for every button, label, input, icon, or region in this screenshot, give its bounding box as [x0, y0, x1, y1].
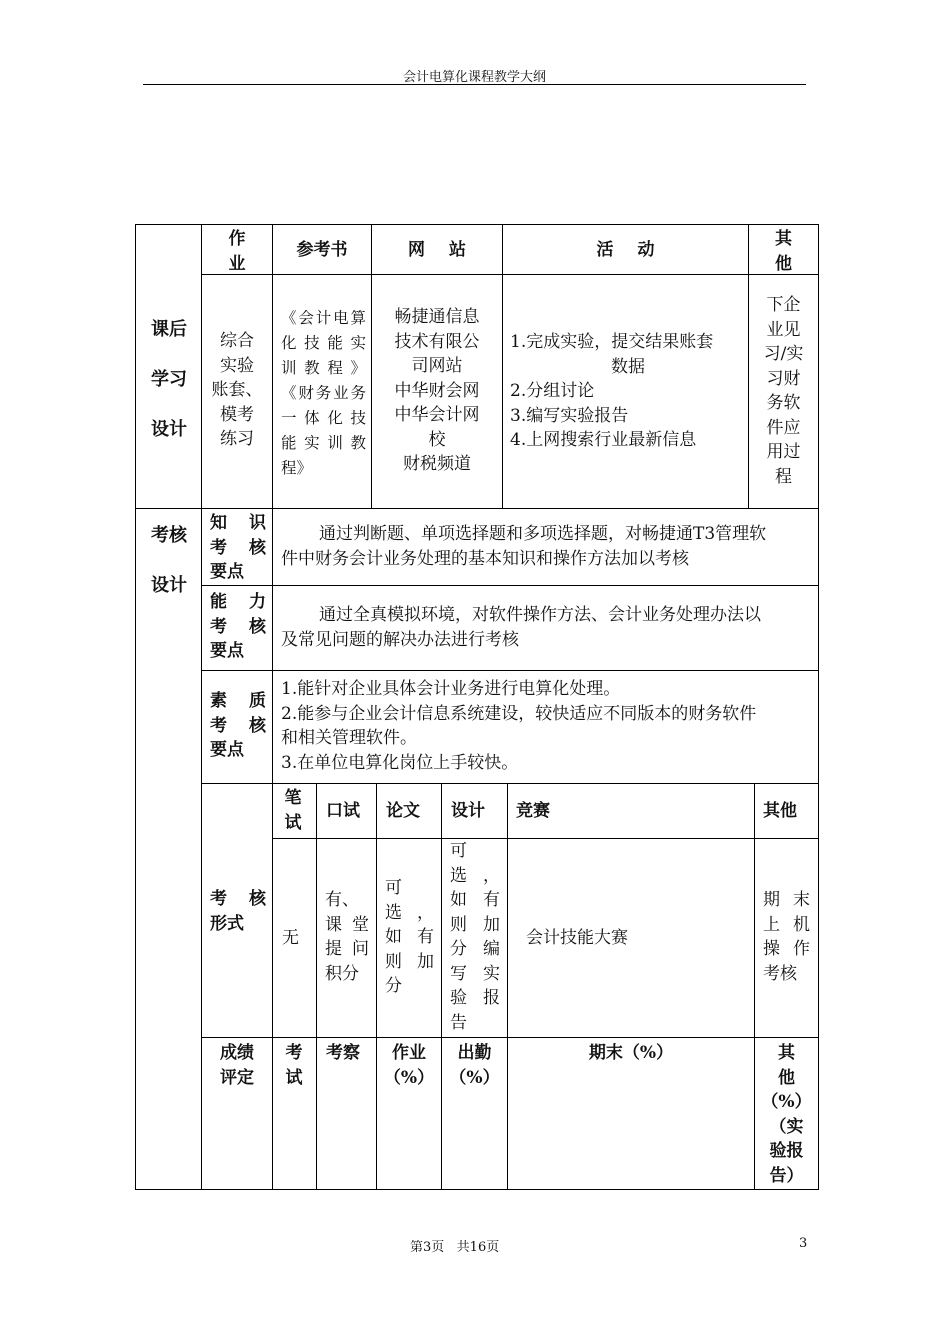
form-design-value: 可 选 ， 如 有 则 加 分 编 写 实 验 报 告: [450, 841, 500, 1033]
quality-text: 1.能针对企业具体会计业务进行电算化处理。 2.能参与企业会计信息系统建设，较快适应不同版本的财务软件 和相关管理软件。 3.在单位电算化岗位上手较快。: [281, 679, 757, 773]
grading-attendance: 出勤 （%）: [449, 1043, 500, 1088]
other-header: 其 他: [775, 229, 792, 274]
grading-homework: 作业 （%）: [383, 1043, 435, 1088]
form-other-value: 期 末 上 机 操 作 考核: [763, 890, 810, 984]
form-label: 考 核 形式: [210, 889, 266, 934]
homework-header: 作 业: [228, 229, 246, 274]
grading-inspect: 考察: [326, 1043, 360, 1063]
quality-label: 素 质 考 核 要点: [210, 691, 266, 760]
other-activities-list: 下企 业见 习/实 习财 务软 件应 用过 程: [763, 295, 804, 487]
page-header-title: 会计电算化课程教学大纲: [402, 70, 546, 85]
knowledge-label: 知 识 考 核 要点: [210, 513, 266, 582]
form-written-value: 无: [282, 928, 299, 948]
books-header: 参考书: [296, 239, 348, 260]
form-paper-header-text: 论文: [386, 801, 420, 821]
grading-exam: 考 试: [285, 1043, 303, 1088]
ability-label: 能 力 考 核 要点: [210, 592, 266, 661]
homework-list: 综合 实验 账套、 模考 练习: [211, 331, 263, 449]
form-paper-value: 可 选 ， 如 有 则 加 分: [385, 878, 434, 996]
ability-text: 通过全真模拟环境，对软件操作方法、会计业务处理办法以 及常见问题的解决办法进行考核: [281, 605, 761, 650]
reference-books-list: 《会计电算 化技能实 训教程》 《财务业务 一体化技 能实训教 程》: [281, 309, 366, 477]
activities-header: 活 动: [596, 239, 655, 260]
form-competition-header-text: 竞赛: [516, 801, 550, 821]
activities-list: 1.完成实验，提交结果账套 数据 2.分组讨论 3.编写实验报告 4.上网搜索行业最新信息: [510, 332, 714, 450]
form-oral-header-text: 口试: [326, 801, 360, 821]
page-footer-text: 第3页 共16页: [410, 1240, 500, 1255]
after-class-section-label: 课后 学习 设计: [151, 319, 187, 440]
form-written-header-text: 笔 试: [284, 788, 302, 833]
assessment-section-label: 考核 设计: [151, 525, 187, 596]
grading-label: 成绩 评定: [220, 1043, 254, 1088]
websites-header: 网 站: [408, 239, 466, 260]
header-divider: [143, 84, 806, 85]
page-number: 3: [799, 1236, 808, 1251]
form-design-header-text: 设计: [451, 801, 485, 821]
grading-other: 其 他 （%） （实 验报 告）: [761, 1043, 812, 1186]
grading-final: 期末（%）: [588, 1043, 674, 1063]
knowledge-text: 通过判断题、单项选择题和多项选择题，对畅捷通T3管理软 件中财务会计业务处理的基本知识和操作方法加以考核: [281, 524, 767, 569]
form-oral-value: 有、 课 堂 提 问 积分: [325, 890, 369, 984]
form-other-header-text: 其他: [763, 801, 797, 821]
form-competition-value: 会计技能大赛: [526, 928, 628, 948]
websites-list: 畅捷通信息 技术有限公 司网站 中华财会网 中华会计网 校 财税频道: [394, 307, 480, 474]
